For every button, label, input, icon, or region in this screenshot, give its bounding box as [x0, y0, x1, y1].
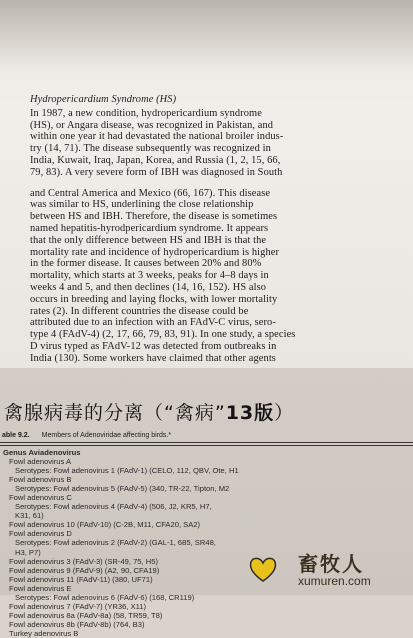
table-rule-second	[0, 445, 413, 446]
table-row: Fowl adenovirus 11 (FAdV-11) (380, UF71)	[9, 574, 153, 584]
text-line: D virus typed as FAdV-12 was detected from outbreaks in	[30, 340, 277, 352]
paragraph-2	[30, 188, 410, 365]
table-caption	[2, 432, 171, 439]
watermark-chinese: 畜牧人	[298, 552, 364, 576]
text-line: that the only difference between HS and IBH is that the	[30, 234, 267, 246]
page-shadow	[0, 0, 413, 72]
table-row: Serotypes: Fowl adenovirus 4 (FAdV-4) (506, J2, KR5, H7,	[15, 502, 212, 512]
table-row: Fowl adenovirus A	[9, 457, 72, 467]
text-line: mortality, which starts at 3 weeks, peaks for 4–8 days in	[30, 270, 269, 282]
text-line: (HS), or Angara disease, was recognized in Pakistan, and	[30, 119, 274, 131]
table-row: H3, P7)	[15, 547, 41, 557]
table-caption-text: Members of Adenoviridae affecting birds.*	[41, 432, 172, 439]
text-line: in the former disease. It causes between 20% and 80%	[30, 258, 262, 270]
text-line: mortality rate and incidence of hydropericardium is higher	[30, 246, 280, 258]
text-line: weeks 4 and 5, and then declines (14, 16, 152). HS also	[30, 281, 267, 293]
text-line: occurs in breeding and laying flocks, with lower mortality	[30, 293, 278, 305]
table-row: K31, 61)	[15, 511, 44, 521]
heart-logo-icon	[248, 554, 278, 584]
table-row: Fowl adenovirus 8b (FAdV-8b) (764, B3)	[9, 619, 145, 629]
text-line: try (14, 71). The disease subsequently was recognized in	[30, 143, 271, 155]
table-row: Fowl adenovirus C	[9, 493, 72, 503]
chinese-title-edition: 13版	[225, 402, 275, 424]
chinese-title-prefix: 禽腺病毒的分离（“禽病”	[4, 402, 226, 424]
table-row: Serotypes: Fowl adenovirus 2 (FAdV-2) (GAL-1, 685, SR48,	[15, 538, 216, 548]
table-row: Fowl adenovirus 8a (FAdV-8a) (58, TR59, T8)	[9, 610, 163, 620]
text-line: rates (2). In different countries the disease could be	[30, 305, 249, 317]
table-row: Fowl adenovirus 10 (FAdV-10) (C-2B, M11, CFA20, SA2)	[9, 520, 201, 530]
table-row: Fowl adenovirus B	[9, 475, 72, 485]
table-label: able 9.2.	[2, 432, 30, 439]
text-line: and Central America and Mexico (66, 167). This disease	[30, 187, 271, 199]
table-row: Fowl adenovirus 7 (FAdV-7) (YR36, X11)	[9, 601, 147, 611]
table-row: Fowl adenovirus 3 (FAdV-3) (SR-49, 75, H5)	[9, 556, 158, 566]
table-row: Fowl adenovirus E	[9, 583, 72, 593]
table-row: Turkey adenovirus B	[9, 628, 79, 638]
table-rule-top	[0, 442, 413, 443]
table-row: Serotypes: Fowl adenovirus 1 (FAdV-1) (CELO, 112, QBV, Ote, H1	[15, 466, 239, 476]
text-line: within one year it had devastated the national broiler indus-	[30, 131, 284, 143]
book-text	[30, 94, 410, 365]
text-line: between HS and IBH. Therefore, the disease is sometimes	[30, 211, 278, 223]
text-line: named hepatitis-hyrodpericardium syndrome. It appears	[30, 222, 269, 234]
text-line: 79, 83). A very severe form of IBH was diagnosed in South	[30, 166, 283, 178]
table-row: Fowl adenovirus D	[9, 529, 72, 539]
table-row: Genus Aviadenovirus	[3, 448, 81, 457]
text-line: attributed due to an infection with an FAdV-C virus, sero-	[30, 317, 276, 329]
text-line: type 4 (FAdV-4) (2, 17, 66, 79, 83, 91). In one study, a species	[30, 329, 296, 341]
text-line: India, Kuwait, Iraq, Japan, Korea, and Russia (1, 2, 15, 66,	[30, 154, 281, 166]
watermark	[248, 548, 408, 592]
text-line: In 1987, a new condition, hydropericardium syndrome	[30, 107, 262, 119]
text-line: India (130). Some workers have claimed that other agents	[30, 352, 276, 364]
table-row: Serotypes: Fowl adenovirus 6 (FAdV-6) (168, CR119)	[15, 592, 195, 602]
table-row: Fowl adenovirus 9 (FAdV-9) (A2, 90, CFA19)	[9, 565, 160, 575]
chinese-title	[4, 398, 294, 425]
paragraph-1	[30, 108, 410, 179]
watermark-url: xumuren.com	[298, 574, 371, 588]
page-gap	[30, 179, 410, 188]
table-row: Serotypes: Fowl adenovirus 5 (FAdV-5) (340, TR-22, Tipton, M2	[15, 484, 230, 494]
adenovirus-table	[3, 448, 413, 638]
text-line: was similar to HS, underlining the close relationship	[30, 199, 254, 211]
chinese-title-suffix: ）	[274, 402, 295, 424]
section-heading: Hydropericardium Syndrome (HS)	[30, 94, 177, 105]
